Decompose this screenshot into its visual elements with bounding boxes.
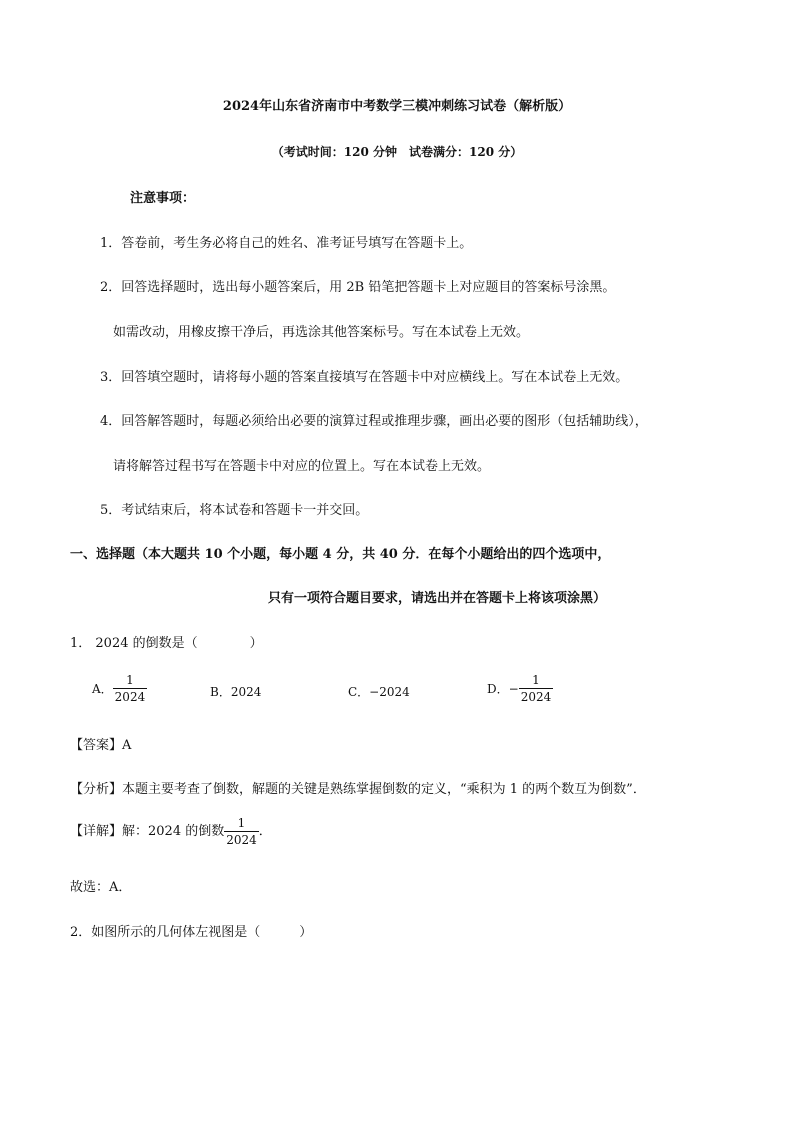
fraction-numerator: 1 [237, 816, 246, 830]
option-b: B．2024 [210, 685, 262, 699]
fraction-numerator: 1 [126, 673, 134, 687]
section-heading-continued: 只有一项符合题目要求，请选出并在答题卡上将该项涂黑） [268, 591, 607, 606]
notice-item: 4．回答解答题时，每题必须给出必要的演算过程或推理步骤，画出必要的图形（包括辅助线）， [100, 414, 648, 429]
detail-suffix: ． [258, 824, 272, 839]
notice-heading: 注意事项： [130, 191, 196, 206]
option-d-label: D．− [487, 682, 519, 696]
option-c: C．−2024 [348, 685, 410, 699]
analysis-line: 【分析】本题主要考查了倒数，解题的关键是熟练掌握倒数的定义，“乘积为 1 的两个数互为倒数”． [70, 782, 646, 797]
fraction-numerator: 1 [532, 673, 540, 687]
page-title: 2024年山东省济南市中考数学三模冲刺练习试卷（解析版） [222, 99, 572, 114]
section-heading: 一、选择题（本大题共 10 个小题，每小题 4 分，共 40 分．在每个小题给出的四个选项中， [70, 547, 611, 562]
fraction-denominator: 2024 [226, 833, 257, 847]
fraction [224, 817, 259, 846]
choice-line: 故选：A． [70, 880, 132, 895]
notice-item: 2．回答选择题时，选出每小题答案后，用 2B 铅笔把答题卡上对应题目的答案标号涂黑。 [100, 280, 616, 295]
fraction [519, 674, 554, 703]
question-stem: 2．如图所示的几何体左视图是（ ） [70, 925, 313, 940]
notice-item: 5．考试结束后，将本试卷和答题卡一并交回。 [100, 503, 369, 518]
question-stem: 1． 2024 的倒数是（ ） [70, 636, 263, 651]
option-d [487, 674, 553, 703]
fraction [113, 674, 148, 703]
option-a [92, 674, 147, 703]
notice-item: 1．答卷前，考生务必将自己的姓名、准考证号填写在答题卡上。 [100, 236, 473, 251]
detail-line [70, 817, 272, 846]
answer-line: 【答案】A [70, 738, 132, 753]
exam-time-info: （考试时间：120 分钟 试卷满分：120 分） [271, 145, 523, 159]
notice-item: 如需改动，用橡皮擦干净后，再选涂其他答案标号。写在本试卷上无效。 [113, 325, 530, 340]
notice-item: 3．回答填空题时，请将每小题的答案直接填写在答题卡中对应横线上。写在本试卷上无效。 [100, 370, 629, 385]
detail-text: 【详解】解：2024 的倒数 [70, 824, 225, 839]
fraction-denominator: 2024 [114, 690, 146, 704]
notice-item: 请将解答过程书写在答题卡中对应的位置上。写在本试卷上无效。 [113, 459, 491, 474]
fraction-denominator: 2024 [520, 690, 552, 704]
option-a-label: A． [92, 682, 113, 696]
